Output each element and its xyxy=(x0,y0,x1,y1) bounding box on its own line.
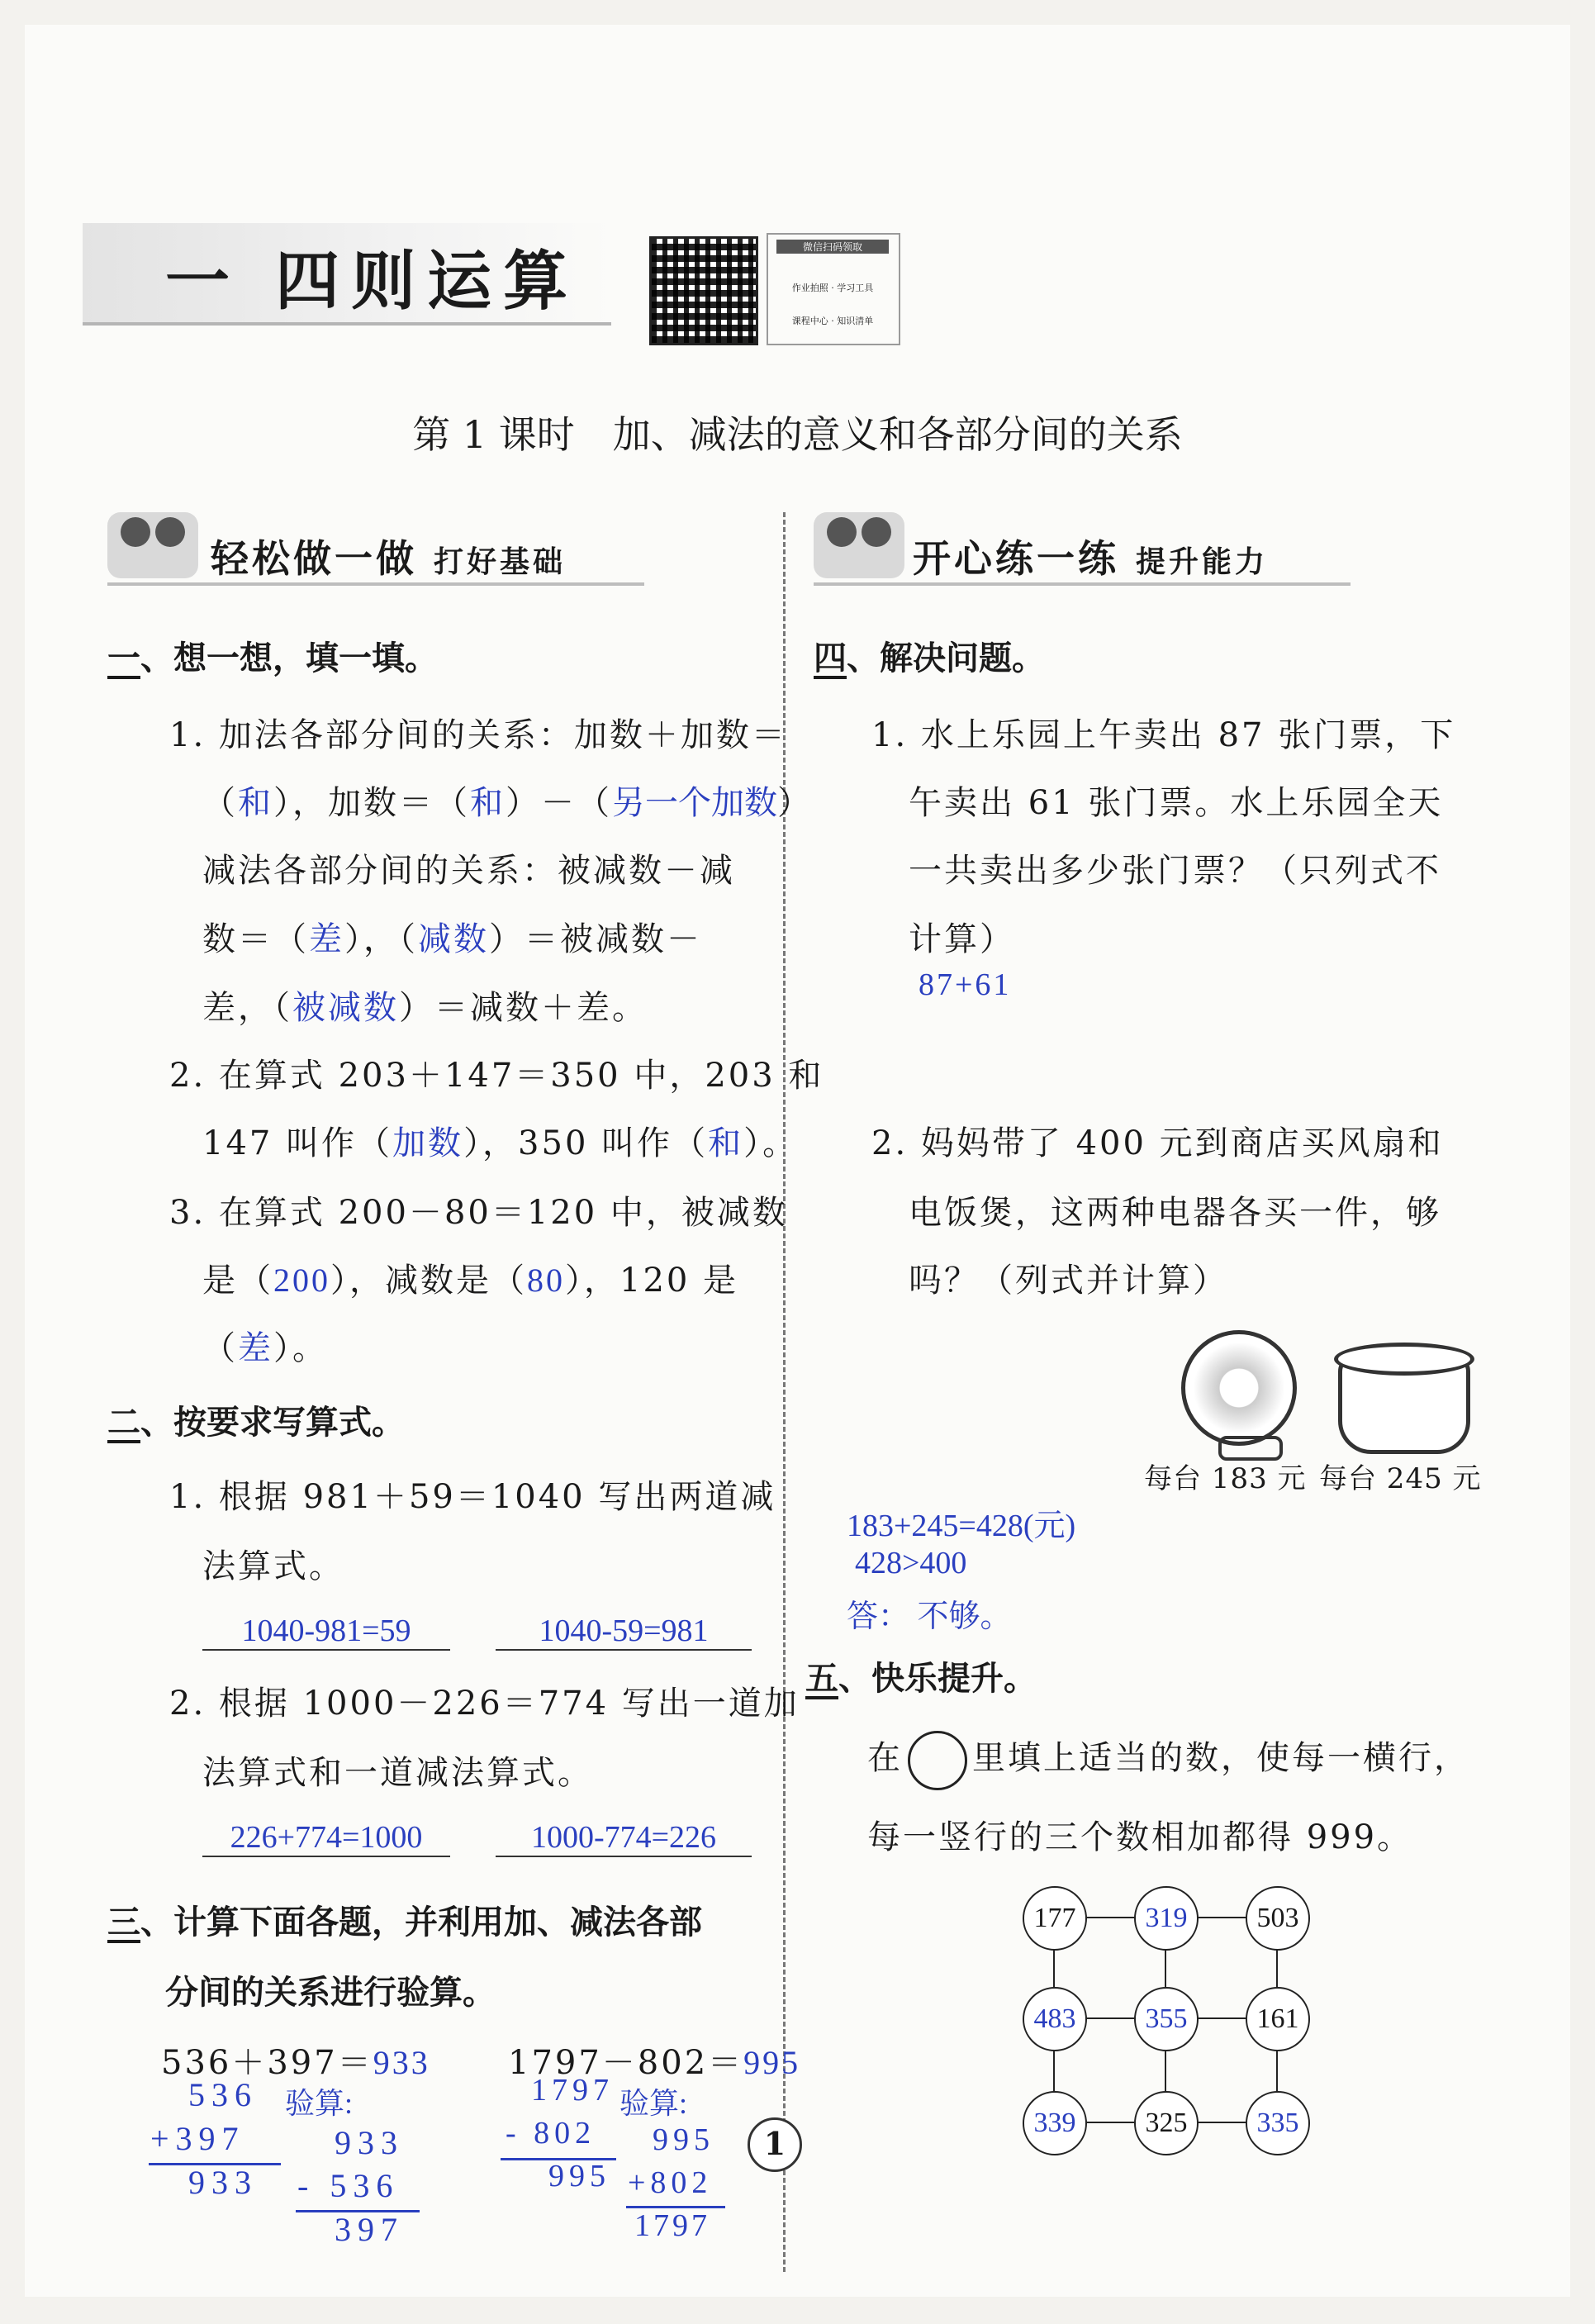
left-section-subtitle: 打好基础 xyxy=(434,545,567,579)
q1-text: 147 叫作（ xyxy=(202,1124,393,1162)
q2-line-4: 法算式和一道减法算式。 xyxy=(202,1754,593,1792)
q4-p1-line-4: 计算） xyxy=(909,920,1015,958)
check-2-addend: +802 xyxy=(628,2165,713,2200)
q1-text: ），120 是 xyxy=(565,1262,739,1300)
q3-heading-text: 、计算下面各题，并利用加、减法各部 xyxy=(140,1903,702,1941)
check-1-result: 397 xyxy=(335,2211,404,2248)
calc-1-result: 933 xyxy=(188,2164,258,2201)
q3-text: 536＋397＝ xyxy=(161,2044,373,2082)
q1-line-5 xyxy=(202,981,648,1029)
q2-number: 二 xyxy=(107,1404,140,1442)
q5-line-2: 每一竖行的三个数相加都得 999。 xyxy=(867,1818,1413,1856)
check-2-top: 995 xyxy=(653,2122,714,2157)
q1-text: ），加数＝（ xyxy=(273,784,470,822)
answer: 另一个加数 xyxy=(612,784,777,821)
q1-line-8: 3. 在算式 200－80＝120 中，被减数 xyxy=(169,1194,788,1232)
students-icon xyxy=(814,512,904,578)
q5-text: 在 xyxy=(867,1739,903,1777)
q2-line-2: 法算式。 xyxy=(202,1547,344,1585)
qr-line-2: 作业拍照 · 学习工具 xyxy=(791,283,874,293)
right-section-title-text: 开心练一练 xyxy=(913,536,1119,581)
q2-heading xyxy=(107,1396,405,1443)
q1-text: ）＝被减数－ xyxy=(489,920,702,958)
q2-answer-2: 1040-59=981 xyxy=(496,1613,752,1651)
q1-text: （ xyxy=(202,784,238,822)
q1-line-3: 减法各部分间的关系：被减数－减 xyxy=(202,852,735,890)
answer: 80 xyxy=(527,1262,565,1299)
answer: 和 xyxy=(238,784,273,821)
q1-text: ）＝减数＋差。 xyxy=(399,989,648,1027)
fan-price: 每台 183 元 xyxy=(1144,1462,1307,1495)
answer: 和 xyxy=(708,1124,744,1162)
q4-p2-line-2: 电饭煲，这两种电器各买一件，够 xyxy=(909,1194,1441,1232)
check-label-1: 验算: xyxy=(285,2087,354,2120)
q1-text: ），350 叫作（ xyxy=(463,1124,709,1162)
cooker-price: 每台 245 元 xyxy=(1319,1462,1482,1495)
q5-number: 五 xyxy=(805,1660,838,1698)
q1-line-1: 1. 加法各部分间的关系：加数＋加数＝ xyxy=(169,716,787,754)
q1-line-2 xyxy=(202,777,813,824)
q3-number: 三 xyxy=(107,1903,140,1941)
grid-cell-r1c3: 503 xyxy=(1246,1886,1310,1951)
q1-text: ），（ xyxy=(344,920,418,958)
qr-info-box xyxy=(767,233,900,345)
calc-2-result: 995 xyxy=(548,2159,610,2193)
check-1-top: 933 xyxy=(335,2124,404,2161)
q2-line-3: 2. 根据 1000－226＝774 写出一道加 xyxy=(169,1685,800,1723)
q4-p1-line-1: 1. 水上乐园上午卖出 87 张门票，下 xyxy=(871,716,1456,754)
calc-1-addend: +397 xyxy=(150,2120,245,2157)
q1-text: 是（ xyxy=(202,1262,273,1300)
q2-answer-4: 1000-774=226 xyxy=(496,1819,752,1857)
right-section-underline xyxy=(814,582,1351,586)
q4-number: 四 xyxy=(814,639,847,677)
right-section-subtitle: 提升能力 xyxy=(1136,545,1269,579)
left-section-title xyxy=(211,529,566,583)
unit-title: 一 四则运算 xyxy=(165,245,580,319)
q3-heading-line-2: 分间的关系进行验算。 xyxy=(165,1974,496,2012)
q1-text: ），减数是（ xyxy=(330,1262,527,1300)
q2-line-1: 1. 根据 981＋59＝1040 写出两道减 xyxy=(169,1478,776,1516)
q2-heading-text: 、按要求写算式。 xyxy=(140,1404,405,1442)
answer: 差 xyxy=(238,1329,273,1366)
q1-line-10 xyxy=(202,1322,328,1369)
check-2-result: 1797 xyxy=(634,2208,710,2243)
left-section-title-text: 轻松做一做 xyxy=(211,536,417,581)
blank-circle-icon xyxy=(908,1731,967,1790)
qr-line-3: 课程中心 · 知识清单 xyxy=(791,316,874,326)
rice-cooker-lid-icon xyxy=(1334,1343,1474,1376)
answer: 995 xyxy=(743,2044,801,2081)
q4-p2-line-3: 吗？（列式并计算） xyxy=(909,1262,1228,1300)
grid-cell-r1c2[interactable]: 319 xyxy=(1134,1886,1199,1951)
grid-cell-r3c3[interactable]: 335 xyxy=(1246,2091,1310,2155)
calc-2-top: 1797 xyxy=(531,2073,614,2108)
q4-p2-line-1: 2. 妈妈带了 400 元到商店买风扇和 xyxy=(871,1124,1444,1162)
q1-number: 一 xyxy=(107,639,140,677)
left-section-underline xyxy=(107,582,644,586)
qr-line-1: 微信扫码领取 xyxy=(776,240,889,254)
q4-p1-answer: 87+61 xyxy=(919,967,1012,1002)
q4-p1-line-3: 一共卖出多少张门票？（只列式不 xyxy=(909,852,1441,890)
q4-heading-text: 、解决问题。 xyxy=(847,639,1045,677)
q5-heading-text: 、快乐提升。 xyxy=(838,1660,1037,1698)
q5-heading xyxy=(805,1652,1037,1699)
q3-heading xyxy=(107,1896,702,1943)
q1-text: 差，（ xyxy=(202,989,292,1027)
answer: 减数 xyxy=(418,920,489,958)
q3-text: 1797－802＝ xyxy=(508,2044,744,2082)
q5-text: 里填上适当的数，使每一横行， xyxy=(972,1739,1469,1777)
q1-text: ）－（ xyxy=(506,784,612,822)
q1-line-7 xyxy=(202,1117,798,1164)
page-number: 1 xyxy=(748,2117,802,2172)
answer: 加数 xyxy=(392,1124,464,1162)
calc-2-subtrahend: - 802 xyxy=(506,2116,596,2151)
grid-cell-r1c1: 177 xyxy=(1023,1886,1087,1951)
check-1-subtrahend: - 536 xyxy=(297,2167,400,2204)
q4-heading xyxy=(814,632,1045,679)
q5-line-1 xyxy=(867,1731,1469,1790)
q4-p2-answer-1: 183+245=428(元) xyxy=(847,1509,1076,1543)
grid-cell-r2c3: 161 xyxy=(1246,1987,1310,2051)
q1-text: ）。 xyxy=(273,1329,328,1367)
lesson-title: 第 1 课时 加、减法的意义和各部分间的关系 xyxy=(412,412,1183,457)
answer: 被减数 xyxy=(292,989,399,1026)
q1-line-6: 2. 在算式 203＋147＝350 中，203 和 xyxy=(169,1057,824,1095)
grid-cell-r2c2[interactable]: 355 xyxy=(1134,1987,1199,2051)
q4-p2-answer-3: 答： 不够。 xyxy=(847,1599,1012,1634)
grid-cell-r2c1[interactable]: 483 xyxy=(1023,1987,1087,2051)
students-icon xyxy=(107,512,198,578)
q4-p2-answer-2: 428>400 xyxy=(855,1546,967,1580)
q1-text: ） xyxy=(777,784,813,822)
q1-heading xyxy=(107,632,438,679)
answer: 和 xyxy=(470,784,506,821)
grid-cell-r3c1[interactable]: 339 xyxy=(1023,2091,1087,2155)
answer: 933 xyxy=(373,2044,430,2081)
q1-line-4 xyxy=(202,913,702,960)
q4-p1-line-2: 午卖出 61 张门票。水上乐园全天 xyxy=(909,784,1444,822)
grid-cell-r3c2: 325 xyxy=(1134,2091,1199,2155)
q1-heading-text: 、想一想，填一填。 xyxy=(140,639,438,677)
calc-1-top: 536 xyxy=(188,2076,258,2113)
answer: 200 xyxy=(273,1262,330,1299)
q1-line-9 xyxy=(202,1254,738,1301)
q2-answer-1: 1040-981=59 xyxy=(202,1613,450,1651)
qr-code-icon[interactable] xyxy=(649,236,758,345)
fan-icon xyxy=(1181,1330,1297,1446)
right-section-title xyxy=(913,529,1268,583)
q2-answer-3: 226+774=1000 xyxy=(202,1819,450,1857)
q1-text: （ xyxy=(202,1329,238,1367)
q1-text: ）。 xyxy=(743,1124,799,1162)
answer: 差 xyxy=(309,920,344,958)
q1-text: 数＝（ xyxy=(202,920,309,958)
check-label-2: 验算: xyxy=(619,2087,688,2120)
